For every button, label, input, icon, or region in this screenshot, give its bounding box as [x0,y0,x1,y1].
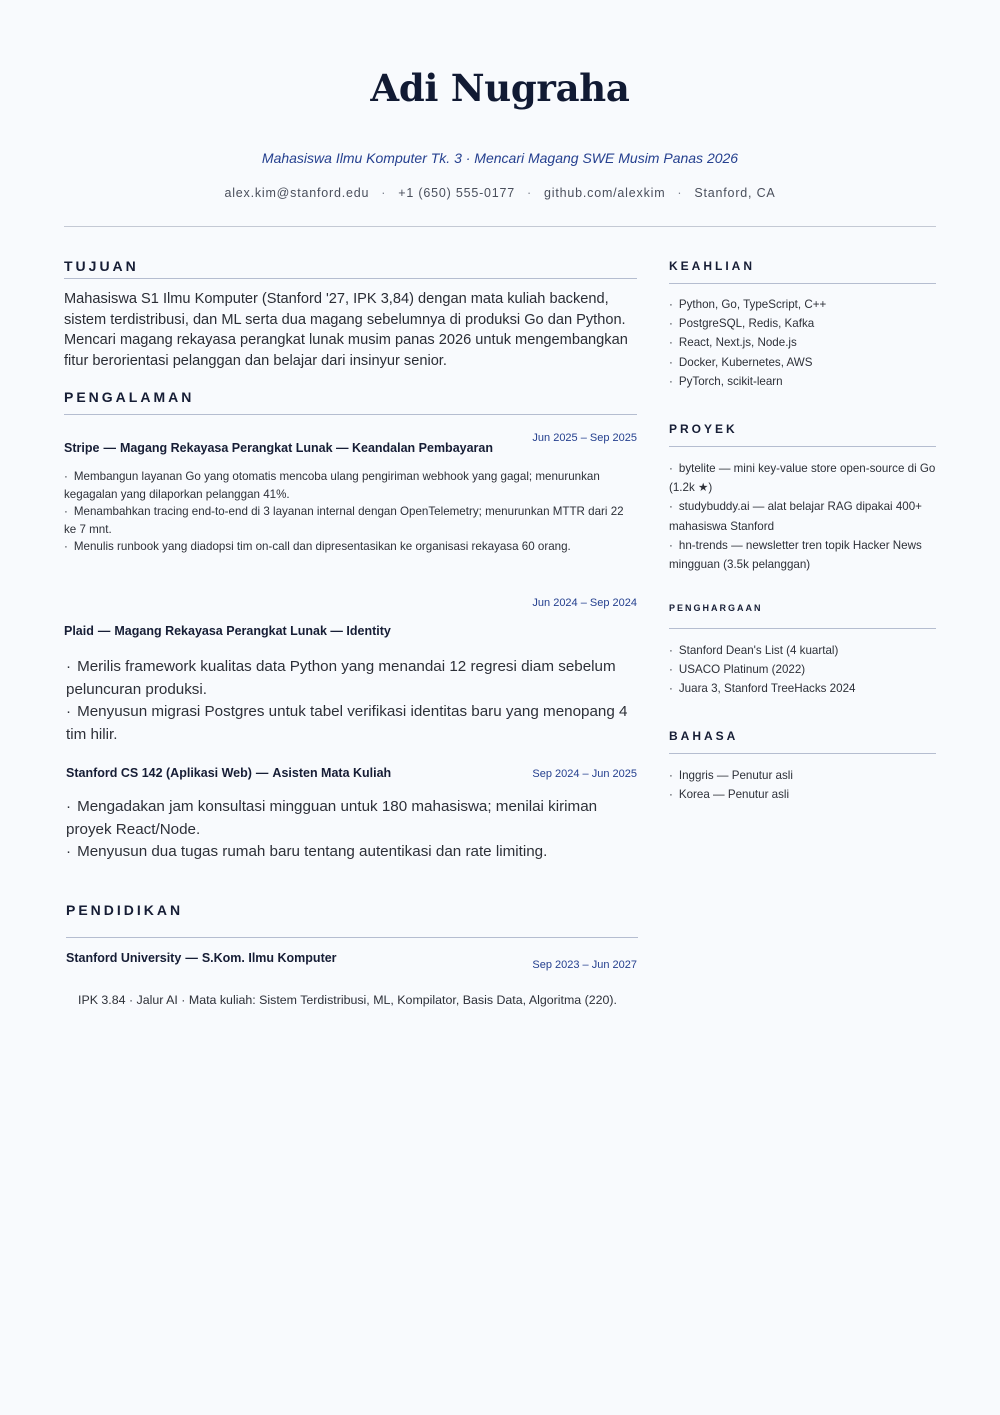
skill-item: · PostgreSQL, Redis, Kafka [669,317,815,331]
skills-list [669,295,936,391]
bullet-item: · Menambahkan tracing end-to-end di 3 layanan internal dengan OpenTelemetry; menurunkan MTTR dari 22 ke 7 mnt. [64,505,624,536]
job-dates: Jun 2024 – Sep 2024 [532,597,637,609]
separator: · [527,186,533,200]
separator: · [677,186,683,200]
role: Magang Rekayasa Perangkat Lunak — Keandalan Pembayaran [119,441,494,455]
section-rule [669,446,936,447]
job-dates: Jun 2025 – Sep 2025 [532,432,637,444]
job-bullets [66,656,641,746]
skill-item: · React, Next.js, Node.js [669,336,797,350]
company: Plaid [64,624,94,638]
education-heading [66,951,337,965]
bullet-item: · Menyusun dua tugas rumah baru tentang autentikasi dan rate limiting. [66,843,548,860]
bullet-item: · Merilis framework kualitas data Python yang menandai 12 regresi diam sebelum peluncuran produksi. [66,658,616,698]
award-item: · Juara 3, Stanford TreeHacks 2024 [669,682,856,696]
school: Stanford University [66,951,182,965]
dash: — [255,766,269,780]
section-rule [66,937,638,938]
github-link[interactable]: github.com/alexkim [544,186,666,200]
dash: — [97,624,111,638]
separator: · [381,186,387,200]
award-item: · Stanford Dean's List (4 kuartal) [669,644,839,657]
language-item: · Korea — Penutur asli [669,788,790,802]
project-item: · hn-trends — newsletter tren topik Hacker News mingguan (3.5k pelanggan) [669,538,922,572]
project-item: · studybuddy.ai — alat belajar RAG dipakai 400+ mahasiswa Stanford [669,500,922,533]
section-rule [669,283,936,284]
section-rule [64,414,637,415]
skill-item: · Docker, Kubernetes, AWS [669,355,813,369]
header-divider [64,226,936,227]
dash: — [103,441,116,455]
education-detail: IPK 3.84 · Jalur AI · Mata kuliah: Sistem Terdistribusi, ML, Kompilator, Basis Data, Algoritma (220). [78,993,617,1007]
section-rule [669,753,936,754]
role: Asisten Mata Kuliah [272,766,392,780]
awards-list [669,641,936,699]
section-rule [669,628,936,629]
contact-line [0,186,1000,200]
candidate-name: Adi Nugraha [370,66,630,110]
bullet-item: · Menyusun migrasi Postgres untuk tabel verifikasi identitas baru yang menopang 4 tim hilir. [66,703,628,743]
languages-list [669,766,936,804]
projects-list [669,459,936,574]
section-title-education: PENDIDIKAN [66,902,184,918]
job-bullets [64,468,639,556]
project-item: · bytelite — mini key-value store open-source di Go (1.2k ★) [669,462,936,495]
section-rule [64,278,637,279]
email[interactable]: alex.kim@stanford.edu [224,186,370,200]
education-dates: Sep 2023 – Jun 2027 [532,959,637,971]
tagline: Mahasiswa Ilmu Komputer Tk. 3 · Mencari Magang SWE Musim Panas 2026 [261,150,739,166]
location: Stanford, CA [694,186,776,200]
section-title-awards: PENGHARGAAN [669,603,763,613]
skill-item: · PyTorch, scikit-learn [669,374,783,388]
section-title-projects: PROYEK [669,422,738,436]
dash: — [185,951,198,965]
job-heading [66,766,391,780]
job-bullets [66,796,641,864]
section-title-objective: TUJUAN [64,258,139,274]
phone: +1 (650) 555-0177 [398,186,516,200]
section-title-experience: PENGALAMAN [64,389,195,405]
bullet-item: · Membangun layanan Go yang otomatis mencoba ulang pengiriman webhook yang gagal; menurunkan kegagalan yang dilaporkan pelanggan 41%. [64,470,600,501]
degree: S.Kom. Ilmu Komputer [201,951,337,965]
job-dates: Sep 2024 – Jun 2025 [532,768,637,780]
section-title-skills: KEAHLIAN [669,259,755,273]
job-heading [64,441,493,455]
company: Stanford CS 142 (Aplikasi Web) [66,766,252,780]
section-title-languages: BAHASA [669,729,739,743]
bullet-item: · Menulis runbook yang diadopsi tim on-call dan dipresentasikan ke organisasi rekayasa 60 orang. [64,540,571,553]
language-item: · Inggris — Penutur asli [669,769,793,782]
job-heading [64,624,391,638]
objective-text: Mahasiswa S1 Ilmu Komputer (Stanford '27, IPK 3,84) dengan mata kuliah backend, sistem terdistribusi, dan ML serta dua magang sebelumnya di produksi Go dan Python. Mencari magang rekayasa perangkat lunak musim panas 2026 untuk mengembangkan fitur berorientasi pelanggan dan belajar dari insinyur senior. [64,291,628,369]
skill-item: · Python, Go, TypeScript, C++ [669,298,827,311]
role: Magang Rekayasa Perangkat Lunak — Identity [114,624,391,638]
company: Stripe [64,441,100,455]
award-item: · USACO Platinum (2022) [669,663,806,677]
bullet-item: · Mengadakan jam konsultasi mingguan untuk 180 mahasiswa; menilai kiriman proyek React/Node. [66,798,598,838]
